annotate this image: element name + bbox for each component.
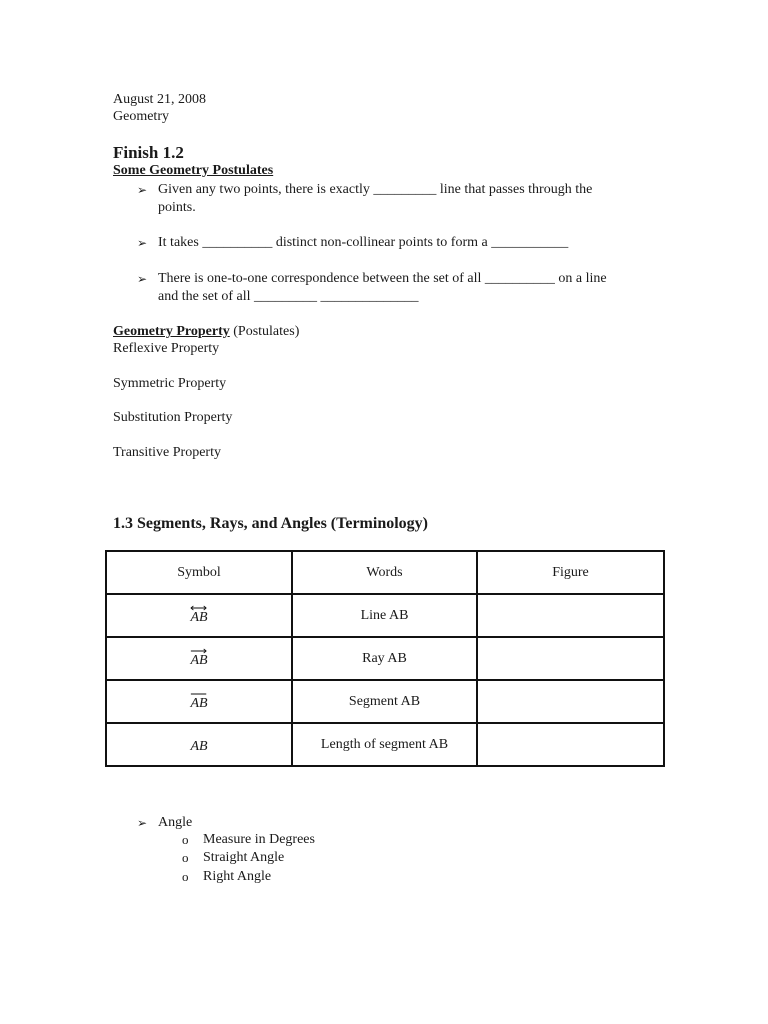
table-row xyxy=(106,723,664,766)
postulate-3-line-1: There is one-to-one correspondence between the set of all __________ on a line xyxy=(158,271,607,286)
symbol-text: AB xyxy=(190,652,208,668)
words-cell: Ray AB xyxy=(292,637,477,680)
figure-cell xyxy=(477,637,664,680)
table-row xyxy=(106,637,664,680)
symbol-cell xyxy=(106,680,292,723)
angle-subitem: Straight Angle xyxy=(203,850,285,865)
angle-label: Angle xyxy=(158,815,193,830)
words-cell: Line AB xyxy=(292,594,477,637)
property-item: Symmetric Property xyxy=(113,376,227,391)
header-cell-figure: Figure xyxy=(477,551,664,594)
symbol-text: AB xyxy=(190,695,208,711)
angle-subitem: Right Angle xyxy=(203,869,272,884)
length-symbol xyxy=(190,735,207,755)
table-row xyxy=(106,594,664,637)
property-item: Substitution Property xyxy=(113,410,233,425)
figure-cell xyxy=(477,594,664,637)
circle-bullet-icon: o xyxy=(182,869,189,884)
property-heading xyxy=(113,323,299,340)
property-heading-label: Geometry Property xyxy=(113,324,230,339)
table-row xyxy=(106,680,664,723)
date-line: August 21, 2008 xyxy=(113,92,206,107)
postulate-1-line-2: points. xyxy=(158,200,196,215)
figure-cell xyxy=(477,680,664,723)
arrow-bullet-icon: ➢ xyxy=(137,236,148,250)
words-cell: Segment AB xyxy=(292,680,477,723)
ray-symbol xyxy=(190,649,207,669)
section-title-finish-1-2: Finish 1.2 xyxy=(113,143,184,162)
arrow-bullet-icon: ➢ xyxy=(137,272,148,286)
table-header-row xyxy=(106,551,664,594)
symbol-cell xyxy=(106,723,292,766)
property-heading-note: (Postulates) xyxy=(233,324,300,339)
circle-bullet-icon: o xyxy=(182,850,189,865)
right-arrow-icon xyxy=(190,647,207,655)
words-cell: Length of segment AB xyxy=(292,723,477,766)
arrow-bullet-icon: ➢ xyxy=(137,816,148,830)
header-cell-words: Words xyxy=(292,551,477,594)
terminology-table xyxy=(105,550,665,767)
section-title-1-3: 1.3 Segments, Rays, and Angles (Terminology) xyxy=(113,515,428,532)
symbol-cell xyxy=(106,594,292,637)
overline-bar-icon xyxy=(190,690,207,698)
symbol-cell xyxy=(106,637,292,680)
header-cell-symbol: Symbol xyxy=(106,551,292,594)
postulates-subtitle: Some Geometry Postulates xyxy=(113,163,274,178)
property-item: Transitive Property xyxy=(113,445,221,460)
symbol-text: AB xyxy=(190,609,208,625)
segment-symbol xyxy=(190,692,207,712)
subject-line: Geometry xyxy=(113,109,169,124)
double-arrow-icon xyxy=(190,604,207,612)
property-item: Reflexive Property xyxy=(113,341,220,356)
circle-bullet-icon: o xyxy=(182,832,189,847)
figure-cell xyxy=(477,723,664,766)
symbol-text: AB xyxy=(190,738,208,754)
postulate-1-line-1: Given any two points, there is exactly _________ line that passes through the xyxy=(158,182,593,197)
line-symbol xyxy=(190,606,207,626)
postulate-2-line-1: It takes __________ distinct non-collinear points to form a ___________ xyxy=(158,235,569,250)
postulate-3-line-2: and the set of all _________ ______________ xyxy=(158,289,419,304)
arrow-bullet-icon: ➢ xyxy=(137,183,148,197)
angle-subitem: Measure in Degrees xyxy=(203,832,315,847)
